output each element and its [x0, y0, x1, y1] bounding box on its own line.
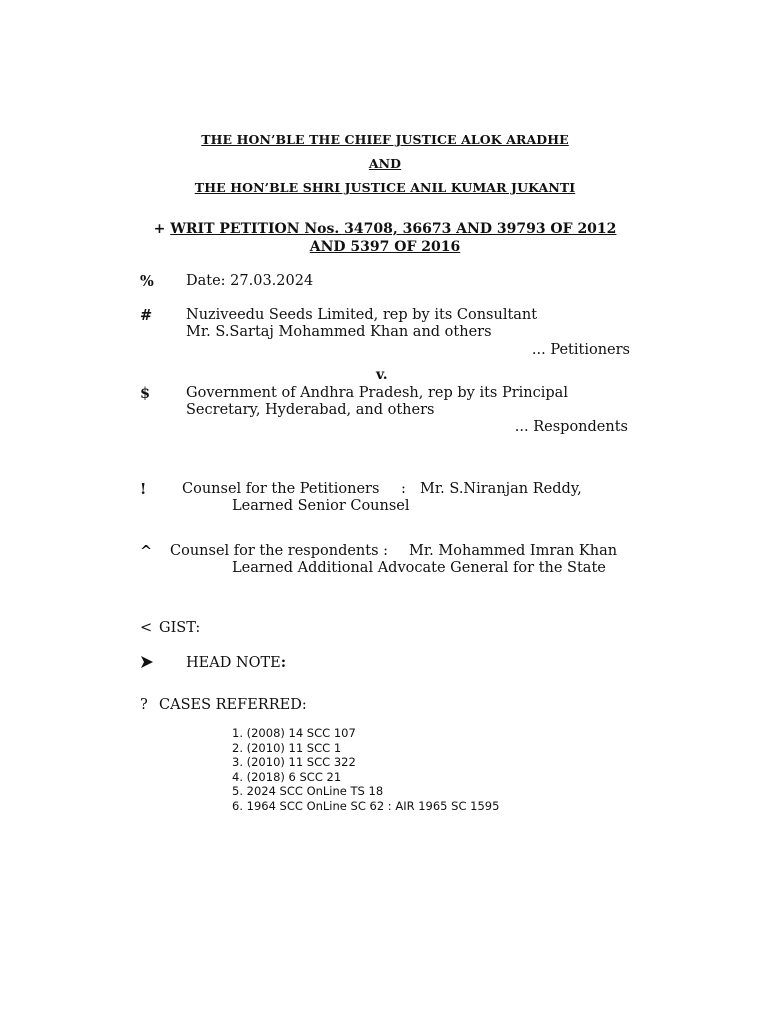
list-item: 1. (2008) 14 SCC 107	[232, 726, 356, 740]
counsel-respondents-label: Counsel for the respondents :	[170, 543, 389, 559]
list-item: 3. (2010) 11 SCC 322	[232, 755, 356, 769]
counsel-petitioners-name: Mr. S.Niranjan Reddy,	[420, 481, 582, 497]
petition-number-line-2: AND 5397 OF 2016	[309, 239, 461, 255]
gist-symbol: <	[140, 620, 153, 636]
list-item: 6. 1964 SCC OnLine SC 62 : AIR 1965 SC 1595	[232, 798, 500, 813]
versus-label: v.	[376, 367, 388, 383]
head-note-colon: :	[280, 654, 287, 671]
order-date: Date: 27.03.2024	[186, 273, 314, 289]
counsel-petitioners-designation: Learned Senior Counsel	[232, 498, 410, 514]
respondents-role: ... Respondents	[514, 419, 628, 435]
gist-label: GIST:	[159, 620, 201, 636]
bench-line-2: THE HON’BLE SHRI JUSTICE ANIL KUMAR JUKANTI	[194, 180, 576, 195]
date-symbol: %	[140, 273, 154, 290]
bench-line-1: THE HON’BLE THE CHIEF JUSTICE ALOK ARADHE	[201, 132, 569, 147]
cases-list	[232, 726, 499, 813]
petition-number-line-1: WRIT PETITION Nos. 34708, 36673 AND 39793 OF 2012	[170, 221, 617, 237]
counsel-respondents-name: Mr. Mohammed Imran Khan	[409, 543, 618, 559]
petition-title-line-1	[0, 220, 770, 238]
petitioners-line-2: Mr. S.Sartaj Mohammed Khan and others	[186, 324, 492, 340]
petition-prefix: +	[153, 221, 171, 237]
bench-line-and: AND	[368, 156, 402, 171]
counsel-petitioners-label: Counsel for the Petitioners	[182, 481, 380, 497]
cases-symbol: ?	[140, 697, 148, 713]
petitioners-symbol: #	[140, 307, 153, 324]
counsel-respondents-designation: Learned Additional Advocate General for the State	[232, 560, 606, 576]
petition-title-line-2	[0, 238, 770, 256]
respondents-line-1: Government of Andhra Pradesh, rep by its Principal	[186, 385, 568, 401]
list-item: 2. (2010) 11 SCC 1	[232, 740, 342, 755]
cases-referred-label: CASES REFERRED:	[159, 697, 307, 713]
counsel-petitioners-colon: :	[401, 481, 406, 497]
respondents-line-2: Secretary, Hyderabad, and others	[186, 402, 435, 418]
arrow-bullet-icon	[140, 655, 154, 669]
petitioners-line-1: Nuziveedu Seeds Limited, rep by its Consultant	[186, 307, 538, 323]
list-item: 4. (2018) 6 SCC 21	[232, 769, 342, 784]
petitioners-role: ... Petitioners	[531, 342, 630, 358]
head-note-label: HEAD NOTE	[186, 655, 281, 671]
counsel-petitioners-symbol: !	[140, 481, 147, 498]
list-item: 5. 2024 SCC OnLine TS 18	[232, 784, 384, 798]
head-note-heading	[186, 654, 286, 671]
counsel-respondents-symbol: ^	[140, 543, 153, 560]
respondents-symbol: $	[140, 385, 151, 402]
